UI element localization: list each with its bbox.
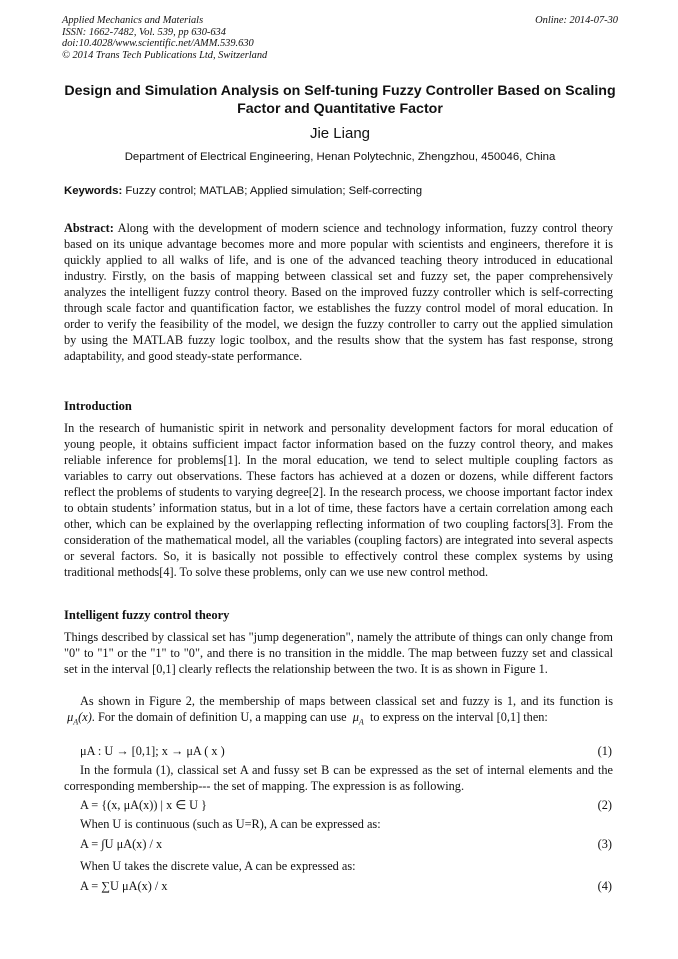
theory-paragraph-2b: . For the domain of definition U, a mapping can use [91,710,347,724]
equation-3-number: (3) [597,837,612,851]
journal-header [62,15,618,61]
theory-paragraph-2c: to express on the interval [0,1] then: [369,710,548,724]
keywords-text: Fuzzy control; MATLAB; Applied simulation; Self-correcting [125,185,423,197]
paper-author: Jie Liang [309,125,371,142]
introduction-text: In the research of humanistic spirit in network and personality development factors for moral education of young people, it obtains sufficient impact factor information based on the fuzzy control theory, and makes reliable inference for problems[1]. In the moral education, we tend to select multiple coupling factors as variables to carry out observations. These factors has achieved at a dozen or dozens, while different factors reflect the problems of students to varying degree[2]. In the research process, we choose important factor index to obtain students’ information status, but in a lot of time, these factors have a certain correlation among each other, which can be explained by the overlapping reflecting information of two coupling factors[3]. From the consideration of the mathematical model, all the variables (coupling factors) are integrated into several aspects or several factors. So, it is basically not possible to effectively control these complex systems by using traditional methods[4]. To solve these problems, only can we use new control method. [64,421,613,579]
equation-2-number: (2) [597,798,612,812]
equation-3-formula: A = ∫U μA(x) / x [80,837,163,851]
equation-1-number: (1) [597,744,612,758]
equation-3 [80,836,612,852]
journal-issn: ISSN: 1662-7482, Vol. 539, pp 630-634 [62,26,226,38]
keywords-label: Keywords: [64,185,123,197]
equation-2-formula: A = {(x, μA(x)) | x ∈ U } [80,798,207,812]
equation-2 [80,797,612,813]
abstract-text: Along with the development of modern science and technology information, fuzzy control theory based on its unique advantage becomes more and more popular with scientists and engineers, therefore it is quickly applied to all walks of life, and is one of the advanced teaching theory introduced in educational industry. Firstly, on the basis of mapping between classical set and fuzzy set, the paper comprehensively analyzes the intelligent fuzzy control theory. Based on the improved fuzzy controller which is self-correcting through scale factor and quantification factor, we establishes the fuzzy control model of moral education. In order to verify the feasibility of the model, we design the fuzzy controller to carry out the applied simulation by using the MATLAB fuzzy logic toolbox, and the results show that the system has fast response, strong adaptability, and good steady-state performance. [64,221,613,363]
journal-copyright: © 2014 Trans Tech Publications Ltd, Switzerland [62,49,268,61]
author-affiliation: Department of Electrical Engineering, Henan Polytechnic, Zhengzhou, 450046, China [124,151,556,163]
journal-doi: doi:10.4028/www.scientific.net/AMM.539.630 [62,38,254,50]
theory-paragraph-2 [64,693,613,730]
theory-paragraph-5: When U takes the discrete value, A can be expressed as: [80,859,356,873]
keywords-line [64,184,618,198]
online-date: Online: 2014-07-30 [535,15,618,26]
equation-4-formula: A = ∑U μA(x) / x [80,879,168,893]
equation-1 [80,743,612,759]
theory-paragraph-1: Things described by classical set has "jump degeneration", namely the attribute of things can only change from "0" to "1" or the "1" to "0", and there is no transition in the middle. The map between fuzzy set and classical set in the interval [0,1] clearly reflects the relationship between the two. It is as shown in Figure 1. [64,630,613,676]
theory-paragraph-2a: As shown in Figure 2, the membership of maps between classical set and fuzzy is 1, and its function is [80,694,613,708]
paper-title: Design and Simulation Analysis on Self-tuning Fuzzy Controller Based on Scaling Factor and Quantitative Factor [64,83,616,117]
abstract-label: Abstract: [64,221,114,235]
theory-paragraph-3: In the formula (1), classical set A and fussy set B can be expressed as the set of internal elements and the corresponding membership--- the set of mapping. The expression is as following. [64,763,613,793]
mu-symbol: $\mu_A$ [349,710,364,727]
theory-paragraph-4: When U is continuous (such as U=R), A can be expressed as: [80,817,381,831]
journal-name: Applied Mechanics and Materials [62,15,204,26]
theory-heading: Intelligent fuzzy control theory [64,608,230,622]
abstract [64,220,613,364]
equation-1-formula: μA : U → [0,1]; x → μA ( x ) [80,744,225,758]
equation-4-number: (4) [597,879,612,893]
mu-function-symbol: $\mu_A(x)$ [64,710,92,727]
introduction-heading: Introduction [64,399,132,413]
equation-4 [80,878,612,894]
